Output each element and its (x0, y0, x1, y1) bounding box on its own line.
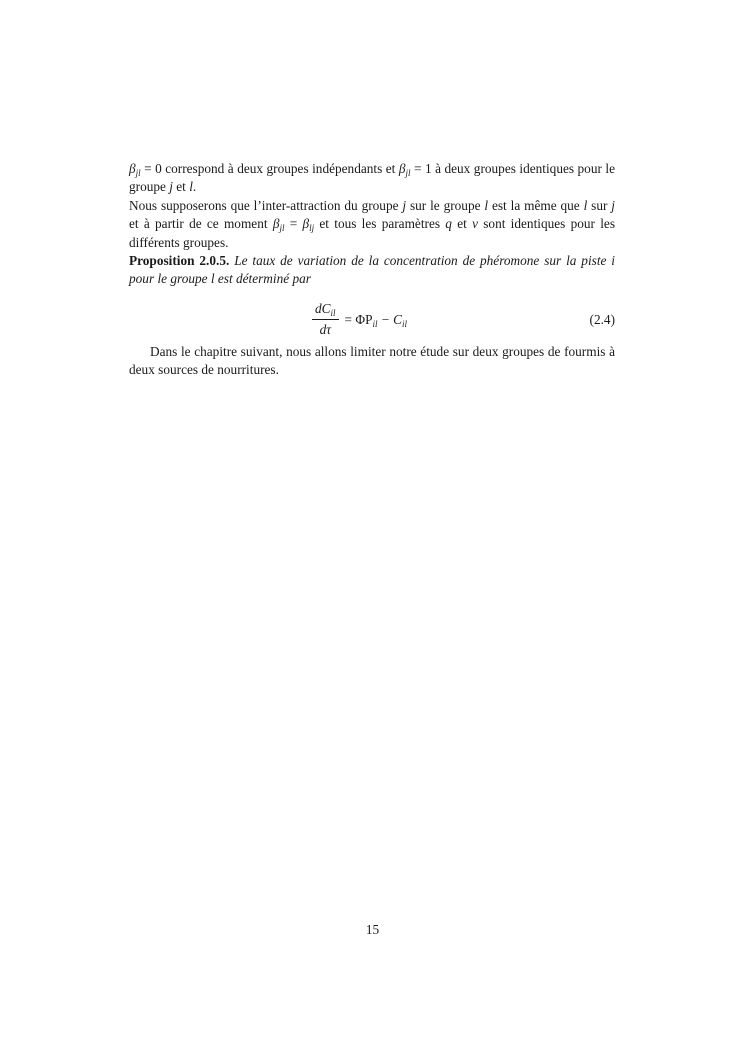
math-beta: β (398, 161, 406, 176)
equation-number: (2.4) (589, 311, 615, 327)
proposition-heading: Proposition 2.0.5. (129, 253, 230, 269)
math-var: j (611, 197, 615, 213)
math-subscript: jl (279, 223, 285, 234)
fraction-numerator: $dC_{il}$ (312, 301, 339, 320)
text-run: sont identiques pour les différents groupes. (129, 216, 615, 250)
math-var: j (169, 179, 173, 195)
math-var: j (402, 197, 407, 213)
proposition (129, 252, 615, 289)
paragraph-inter-attraction (129, 197, 615, 252)
math-subscript: jl (135, 168, 141, 178)
text-run: = 0 correspond à deux groupes indépendants et (140, 161, 399, 176)
page-number: 15 (365, 922, 380, 937)
text-run: et à partir de ce moment (129, 216, 273, 232)
text-run: est la même que (488, 197, 584, 213)
text-run: Nous supposerons que l’inter-attraction du groupe (129, 197, 403, 213)
text-run: et tous les paramètres (314, 216, 446, 232)
text-run: sur (587, 197, 612, 213)
page-content (129, 160, 615, 380)
proposition-body: Le taux de variation de la concentration de phéromone sur la piste i pour le groupe l est déterminé par (129, 253, 615, 287)
math-var: l (189, 179, 193, 195)
text-run: = 1 à deux groupes identiques pour le groupe (129, 161, 615, 195)
math-var: l (583, 197, 588, 213)
text-run: . (192, 179, 197, 195)
math-beta: β (302, 216, 310, 232)
math-subscript: jl (405, 168, 411, 178)
math-beta: β (272, 216, 280, 232)
math-var: ν (472, 216, 478, 232)
math-var: q (445, 216, 452, 232)
equation-rhs: = $\Phi P_{il} - C_{il}$ (344, 311, 408, 329)
text-run: sur le groupe (406, 197, 485, 213)
equation-fraction (312, 301, 339, 338)
fraction-denominator: dτ (319, 322, 331, 338)
text-run: et (172, 179, 190, 195)
paragraph-conclusion: Dans le chapitre suivant, nous allons limiter notre étude sur deux groupes de fourmis à deux sources de nourritures. (129, 343, 615, 378)
text-run: = (284, 216, 303, 232)
math-subscript: lj (309, 223, 315, 234)
paragraph-beta-definition (129, 160, 615, 197)
equation-body (312, 297, 407, 343)
text-run: et (451, 216, 473, 232)
equation-2-4 (129, 297, 615, 343)
math-var: l (484, 197, 489, 213)
math-beta: β (129, 161, 136, 176)
